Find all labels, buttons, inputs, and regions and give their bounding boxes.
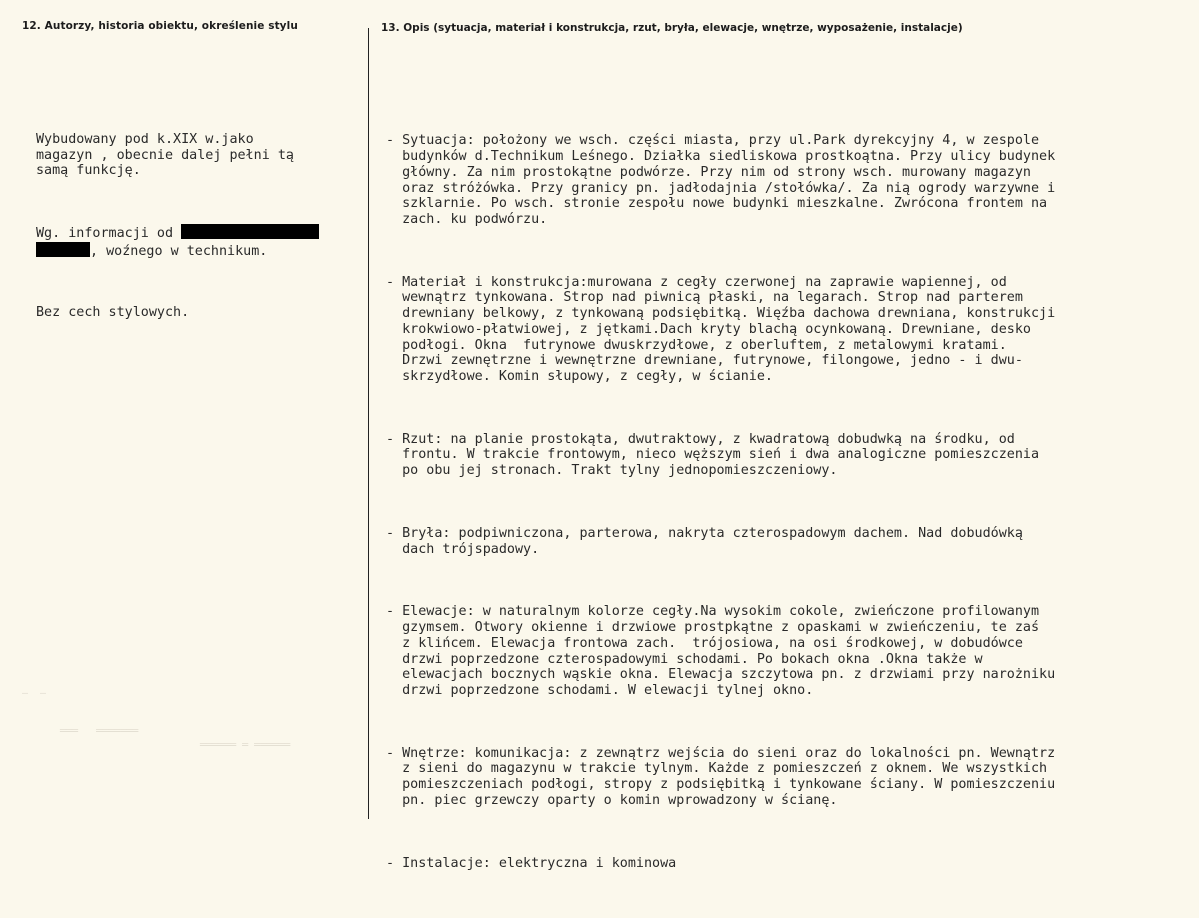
redaction-bar <box>181 224 319 239</box>
column-divider <box>368 28 369 819</box>
bleed-through-mark: ═══ ═══════ <box>60 726 139 737</box>
bleed-through-mark: — — <box>22 688 47 699</box>
source-prefix: Wg. informacji od <box>36 226 182 242</box>
history-section <box>36 101 319 365</box>
description-item-interior: - Wnętrze: komunikacja: z zewnątrz wejścia do sieni oraz do lokalności pn. Wewnątrz z sieni do magazynu w trakcie tylnym. Każde z pomieszczeń z oknem. We wszystkich pomieszczeniach podłogi, stropy z podsiębitką i tynkowane ściany. W pomieszczeniu pn. piec grzewczy oparty o komin wprowadzony w ścianę. <box>386 745 1056 808</box>
section-13-heading: 13. Opis (sytuacja, materiał i konstrukcja, rzut, bryła, elewacje, wnętrze, wyposażenie, instalacje) <box>381 22 963 34</box>
description-item-elevations: - Elewacje: w naturalnym kolorze cegły.Na wysokim cokole, zwieńczone profilowanym gzymsem. Otwory okienne i drzwiowe prostpkątne z opaskami w zwieńczeniu, te zaś z klińcem. Elewacja frontowa zach. trójosiowa, na osi środkowej, w dobudówce drzwi poprzedzone czterospadowymi schodami. Po bokach okna .Okna także w elewacjach bocznych wąskie okna. Elewacja szczytowa pn. z drzwiami przy narożniku drzwi poprzedzone schodami. W elewacji tylnej okno. <box>386 604 1056 698</box>
section-12-heading: 12. Autorzy, historia obiektu, określenie stylu <box>22 20 298 32</box>
description-item-installations: - Instalacje: elektryczna i kominowa <box>386 855 677 871</box>
style-paragraph: Bez cech stylowych. <box>36 304 190 320</box>
redaction-bar <box>36 242 90 257</box>
source-paragraph <box>36 224 319 259</box>
description-section <box>386 102 1055 918</box>
description-item-plan: - Rzut: na planie prostokąta, dwutraktowy, z kwadratową dobudwką na środku, od frontu. W trakcie frontowym, nieco węższym sień i dwa analogiczne pomieszczenia po obu jej stronach. Trakt tylny jednopomieszczeniowy. <box>386 431 1040 479</box>
source-suffix: , woźnego w technikum. <box>90 243 268 259</box>
history-paragraph: Wybudowany pod k.XIX w.jako magazyn , obecnie dalej pełni tą samą funkcję. <box>36 132 294 179</box>
bleed-through-mark: ══════ ═ ══════ <box>200 740 291 751</box>
description-item-situation: - Sytuacja: położony we wsch. części miasta, przy ul.Park dyrekcyjny 4, w zespole budynków d.Technikum Leśnego. Działka siedliskowa prostkoątna. Przy ulicy budynek główny. Za nim prostokątne podwórze. Przy nim od strony wsch. murowany magazyn oraz stróżówka. Przy granicy pn. jadłodajnia /stołówka/. Za nią ogrody warzywne i szklarnie. Po wsch. stronie zespołu nowe budynki mieszkalne. Zwrócona frontem na zach. ku podwórzu. <box>386 133 1056 227</box>
description-item-massing: - Bryła: podpiwniczona, parterowa, nakryta czterospadowym dachem. Nad dobudówką dach trójspadowy. <box>386 525 1023 557</box>
description-item-material: - Materiał i konstrukcja:murowana z cegły czerwonej na zaprawie wapiennej, od wewnątrz tynkowana. Strop nad piwnicą płaski, na legarach. Strop nad parterem drewniany belkowy, z tynkowaną podsiębitką. Więźba dachowa drewniana, konstrukcji krokwiowo-płatwiowej, z jętkami.Dach kryty blachą ocynkowaną. Drewniane, desko podłogi. Okna futrynowe dwuskrzydłowe, z oberluftem, z metalowymi kratami. Drzwi zewnętrzne i wewnętrzne drewniane, futrynowe, filongowe, jedno - i dwu- skrzydłowe. Komin słupowy, z cegły, w ścianie. <box>386 274 1056 384</box>
